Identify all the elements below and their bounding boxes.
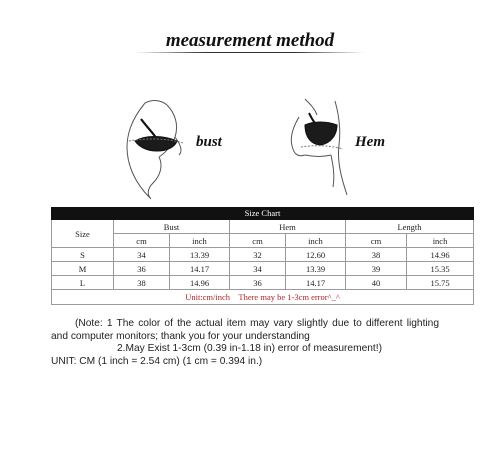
bust-group-header: Bust: [114, 220, 230, 234]
unit-header: inch: [286, 234, 346, 248]
value-cell: 15.75: [407, 276, 474, 290]
unit-header: cm: [230, 234, 286, 248]
value-cell: 34: [230, 262, 286, 276]
value-cell: 36: [230, 276, 286, 290]
bust-figure: [105, 95, 205, 200]
size-chart-caption-row: [52, 208, 474, 220]
unit-header: cm: [346, 234, 407, 248]
value-cell: 14.17: [286, 276, 346, 290]
table-row: [52, 276, 474, 290]
value-cell: 32: [230, 248, 286, 262]
hem-figure: [275, 95, 365, 200]
value-cell: 12.60: [286, 248, 346, 262]
bust-illustration-icon: [105, 95, 205, 200]
value-cell: 36: [114, 262, 170, 276]
size-chart-table: [51, 207, 474, 305]
value-cell: 15.35: [407, 262, 474, 276]
value-cell: 14.17: [170, 262, 230, 276]
value-cell: 38: [114, 276, 170, 290]
value-cell: 34: [114, 248, 170, 262]
hem-label: Hem: [355, 134, 385, 150]
value-cell: 40: [346, 276, 407, 290]
table-row: [52, 248, 474, 262]
value-cell: 14.96: [170, 276, 230, 290]
size-column-header: Size: [52, 220, 114, 248]
group-header-row: [52, 220, 474, 234]
size-chart-footnote: Unit:cm/inch There may be 1-3cm error^_^: [52, 290, 474, 305]
unit-header: inch: [170, 234, 230, 248]
footnote-row: [52, 290, 474, 305]
bust-label: bust: [196, 134, 222, 150]
value-cell: 13.39: [286, 262, 346, 276]
unit-header: inch: [407, 234, 474, 248]
size-cell: M: [52, 262, 114, 276]
notes-block: [51, 318, 439, 368]
value-cell: 13.39: [170, 248, 230, 262]
length-group-header: Length: [346, 220, 474, 234]
value-cell: 14.96: [407, 248, 474, 262]
table-row: [52, 262, 474, 276]
value-cell: 39: [346, 262, 407, 276]
page-title: measurement method: [165, 30, 335, 51]
size-cell: S: [52, 248, 114, 262]
note-error: 2.May Exist 1-3cm (0.39 in-1.18 in) error of measurement!): [117, 343, 382, 354]
unit-header: cm: [114, 234, 170, 248]
hem-illustration-icon: [275, 95, 365, 200]
note-unit: UNIT: CM (1 inch = 2.54 cm) (1 cm = 0.394 in.): [51, 355, 263, 367]
note-color: (Note: 1 The color of the actual item may vary slightly due to different lighting and computer monitors; thank you for your understanding: [51, 318, 439, 342]
size-cell: L: [52, 276, 114, 290]
unit-header-row: [52, 234, 474, 248]
value-cell: 38: [346, 248, 407, 262]
hem-group-header: Hem: [230, 220, 346, 234]
size-chart-caption: Size Chart: [52, 208, 474, 220]
title-underline: [135, 52, 365, 53]
